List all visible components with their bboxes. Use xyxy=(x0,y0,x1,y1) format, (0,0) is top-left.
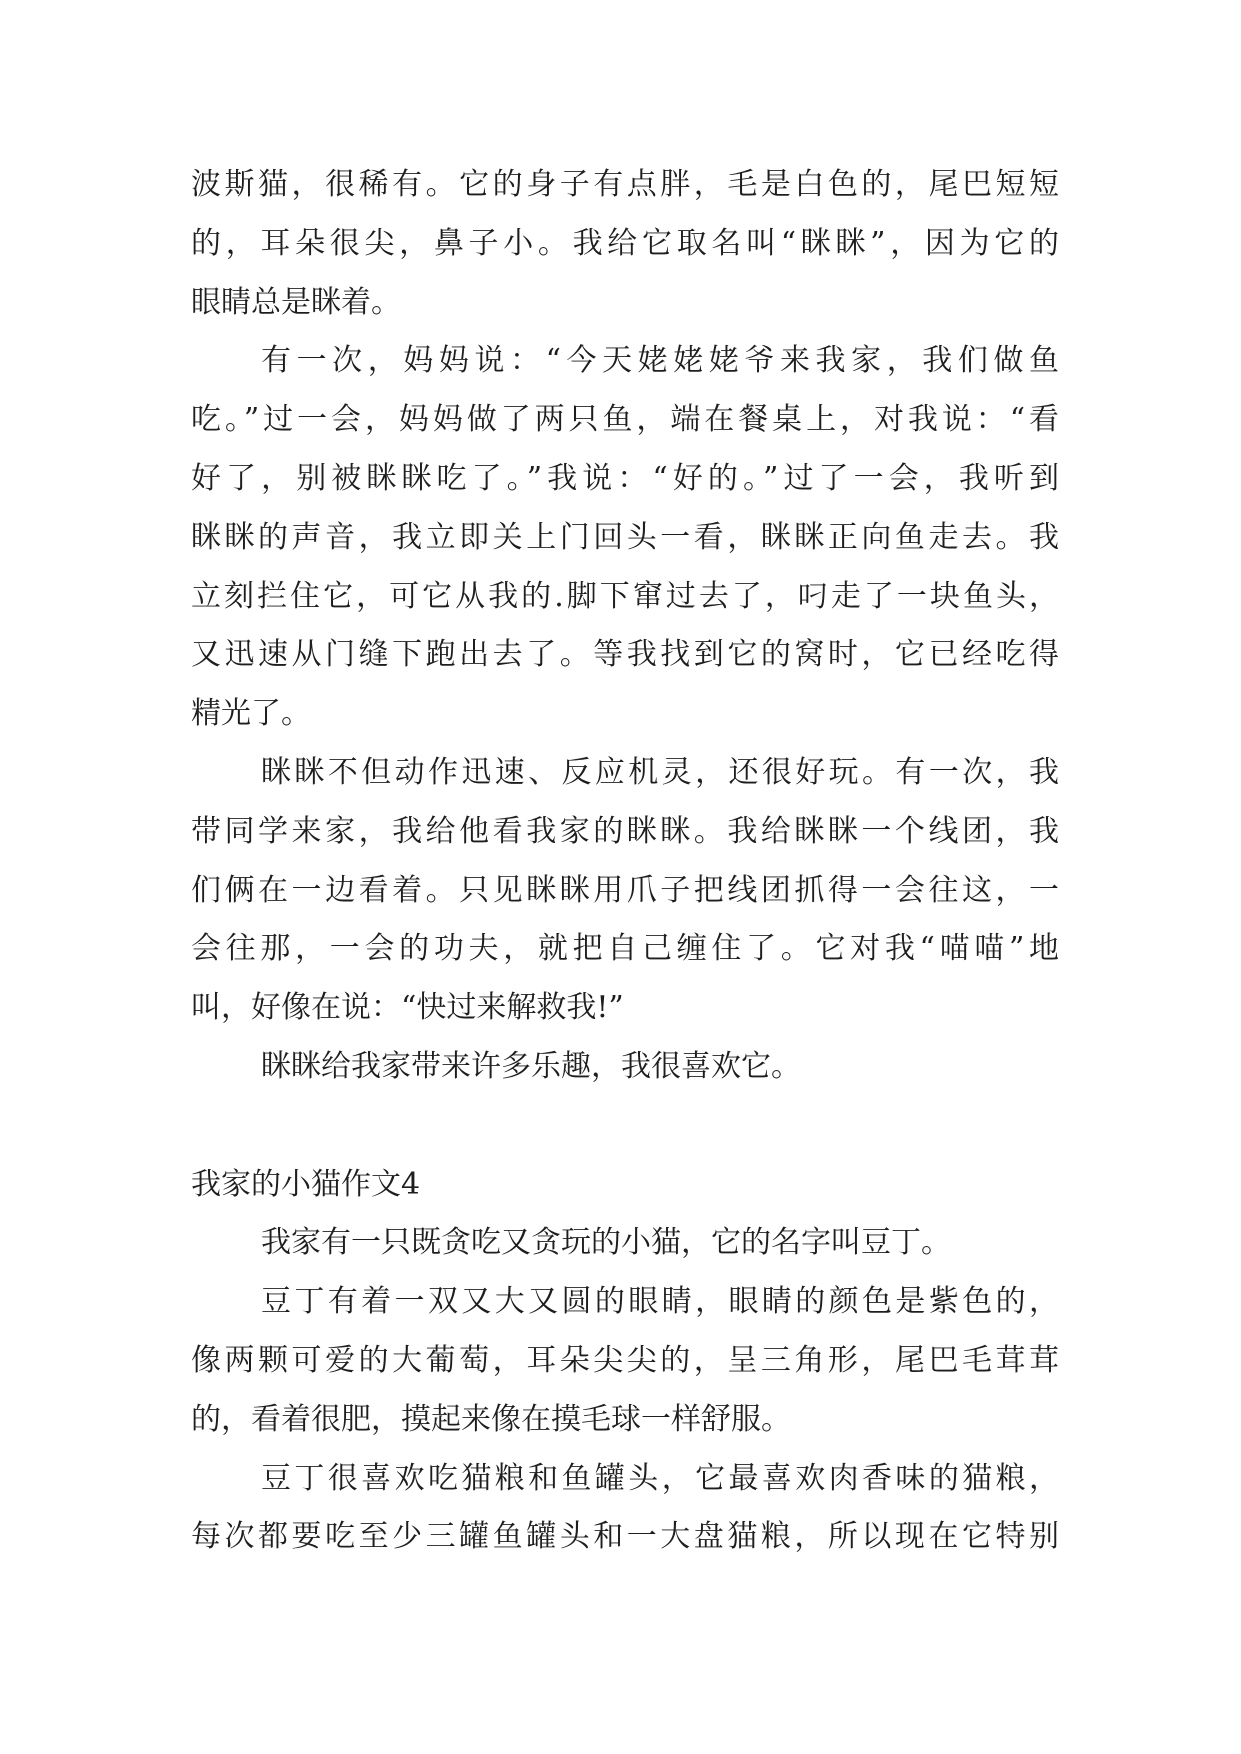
text-line: 豆丁很喜欢吃猫粮和鱼罐头，它最喜欢肉香味的猫粮， xyxy=(261,1460,1059,1496)
paragraph xyxy=(191,1273,1059,1449)
text-line: 波斯猫，很稀有。它的身子有点胖，毛是白色的，尾巴短短 xyxy=(191,167,1059,202)
text-line: 像两颗可爱的大葡萄，耳朵尖尖的，呈三角形，尾巴毛茸茸 xyxy=(191,1342,1059,1378)
document-body xyxy=(191,156,1059,1567)
text-line: 豆丁有着一双又大又圆的眼睛，眼睛的颜色是紫色的， xyxy=(261,1284,1059,1320)
text-line: 眯眯给我家带来许多乐趣，我很喜欢它。 xyxy=(261,1048,801,1084)
text-line: 带同学来家，我给他看我家的眯眯。我给眯眯一个线团，我 xyxy=(191,813,1059,849)
paragraph xyxy=(191,156,1059,332)
paragraph xyxy=(191,1038,1059,1097)
text-line: 好了，别被眯眯吃了。”我说：“好的。”过了一会，我听到 xyxy=(191,460,1059,496)
text-line: 叫，好像在说：“快过来解救我!” xyxy=(191,990,624,1026)
blank-line xyxy=(191,1097,1059,1156)
paragraph xyxy=(191,744,1059,1038)
paragraph xyxy=(191,332,1059,744)
text-line: 的，看着很肥，摸起来像在摸毛球一样舒服。 xyxy=(191,1401,791,1437)
text-line: 的，耳朵很尖，鼻子小。我给它取名叫“眯眯”，因为它的 xyxy=(191,225,1059,261)
text-line: 眯眯的声音，我立即关上门回头一看，眯眯正向鱼走去。我 xyxy=(191,519,1059,555)
text-line: 立刻拦住它，可它从我的.脚下窜过去了，叼走了一块鱼头， xyxy=(191,578,1059,614)
text-line: 会往那，一会的功夫，就把自己缠住了。它对我“喵喵”地 xyxy=(191,931,1059,967)
text-line: 又迅速从门缝下跑出去了。等我找到它的窝时，它已经吃得 xyxy=(191,637,1059,673)
section-heading: 我家的小猫作文4 xyxy=(191,1166,421,1202)
text-line: 我家有一只既贪吃又贪玩的小猫，它的名字叫豆丁。 xyxy=(261,1225,951,1261)
text-line: 吃。”过一会，妈妈做了两只鱼，端在餐桌上，对我说：“看 xyxy=(191,402,1059,438)
text-line: 精光了。 xyxy=(191,696,311,732)
text-line: 每次都要吃至少三罐鱼罐头和一大盘猫粮，所以现在它特别 xyxy=(191,1519,1059,1555)
text-line: 有一次，妈妈说：“今天姥姥姥爷来我家，我们做鱼 xyxy=(261,343,1059,379)
text-line: 眯眯不但动作迅速、反应机灵，还很好玩。有一次，我 xyxy=(261,754,1059,790)
paragraph xyxy=(191,1450,1059,1568)
text-line: 眼睛总是眯着。 xyxy=(191,284,401,320)
text-line: 们俩在一边看着。只见眯眯用爪子把线团抓得一会往这，一 xyxy=(191,872,1059,908)
paragraph xyxy=(191,1214,1059,1273)
